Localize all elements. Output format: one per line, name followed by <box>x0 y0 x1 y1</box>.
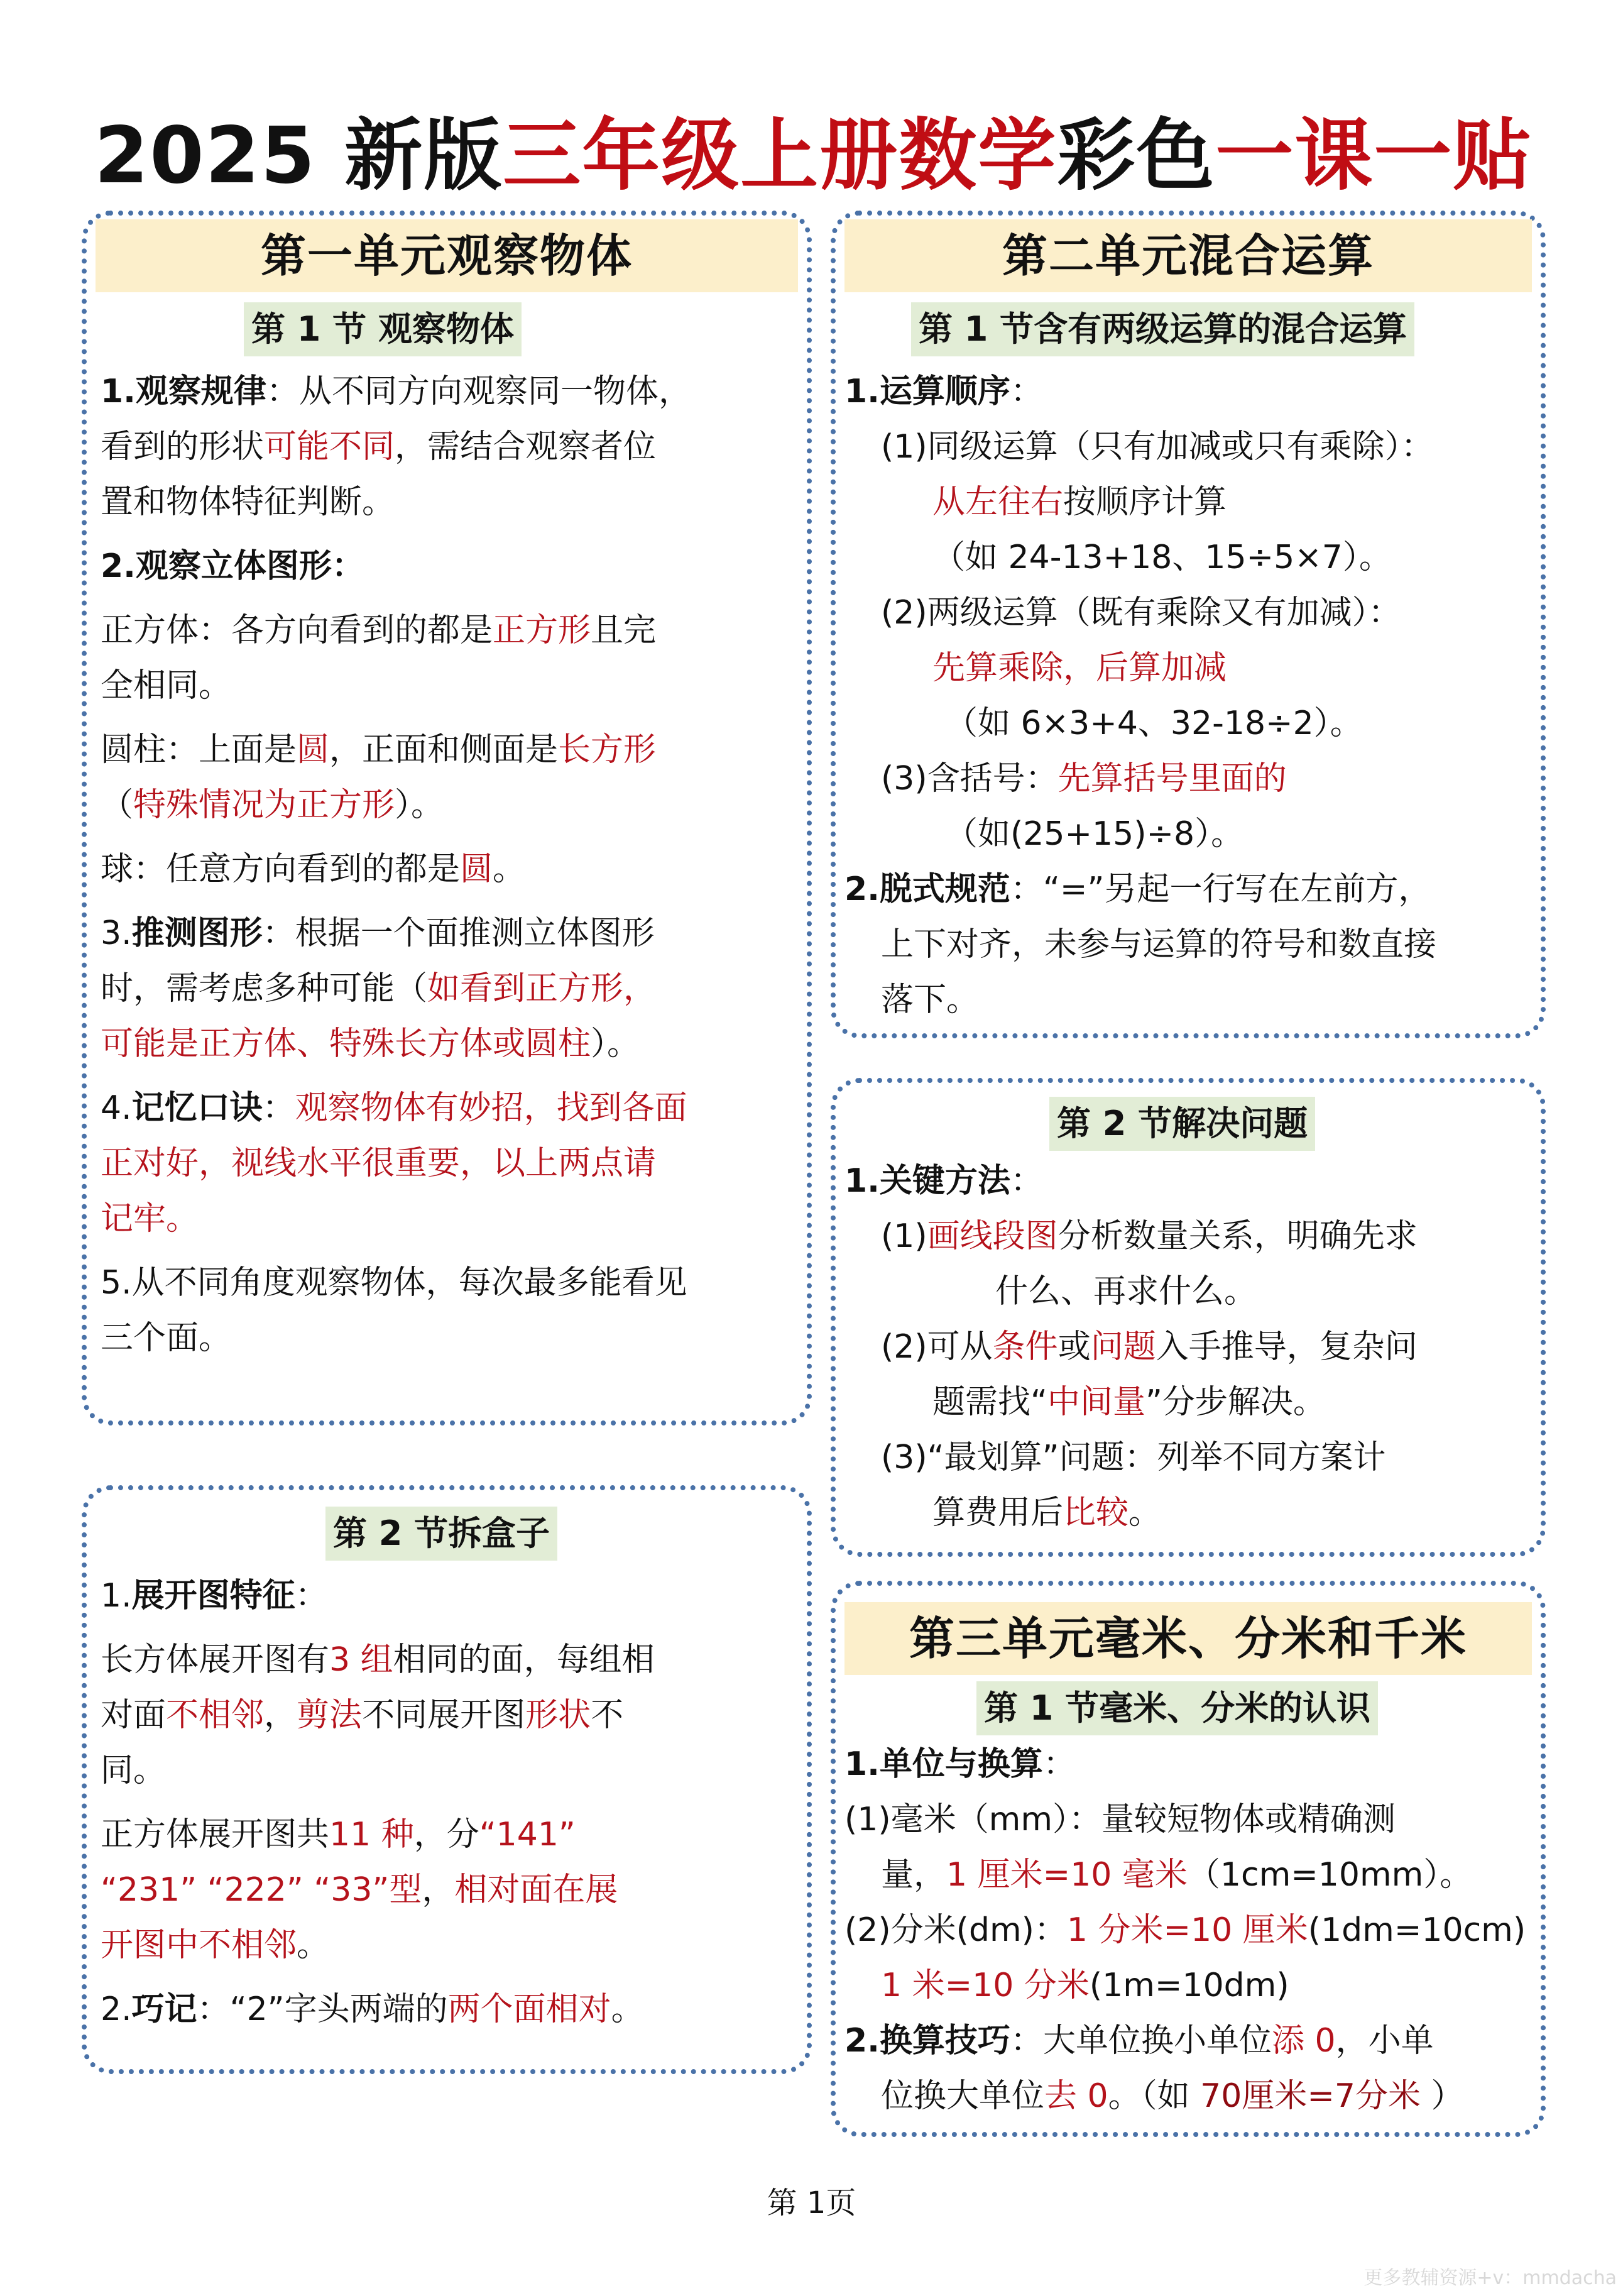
infer-line-1: 3.推测图形：根据一个面推测立体图形 <box>101 915 655 952</box>
watermark: 更多教辅资源+v：mmdacha <box>1363 2267 1617 2289</box>
net-features-heading: 1.展开图特征： <box>101 1577 328 1615</box>
same-level-line-2: 从左往右按顺序计算 <box>932 483 1227 521</box>
format-line-1: 2.脱式规范：“=”另起一行写在左前方， <box>844 871 1431 908</box>
conversion-tip-line-2: 位换大单位去 0。（如 70厘米=7分米 ） <box>881 2077 1464 2115</box>
page-number: 第 1页 <box>767 2185 856 2221</box>
cube-net-line-2: “231” “222” “33”型，相对面在展 <box>101 1871 618 1909</box>
decimeter-line-2: 1 米=10 分米(1m=10dm) <box>881 1967 1289 2004</box>
same-level-example: （如 24-13+18、15÷5×7）。 <box>932 539 1392 576</box>
unit1-section2-header: 第 2 节拆盒子 <box>325 1507 557 1561</box>
sphere-line: 球：任意方向看到的都是圆。 <box>101 850 526 888</box>
unit1-header: 第一单元观察物体 <box>96 219 798 292</box>
cube-line-2: 全相同。 <box>101 667 232 705</box>
infer-line-3: 可能是正方体、特殊长方体或圆柱）。 <box>101 1025 640 1063</box>
mnemonic-line-3: 记牢。 <box>101 1200 199 1238</box>
unit1-section1-content <box>101 364 798 1366</box>
max-faces-line-2: 三个面。 <box>101 1319 232 1357</box>
same-level-line-1: (1)同级运算（只有加减或只有乘除）： <box>881 428 1434 466</box>
solid-shapes-heading: 2.观察立体图形： <box>101 547 364 585</box>
cube-net-line-1: 正方体展开图共11 种，分“141” <box>101 1816 576 1854</box>
unit1-section2-card <box>82 1485 812 2074</box>
cube-line-1: 正方体：各方向看到的都是正方形且完 <box>101 612 657 649</box>
units-heading: 1.单位与换算： <box>844 1745 1076 1783</box>
infer-line-2: 时，需考虑多种可能（如看到正方形， <box>101 970 657 1008</box>
unit3-section1-content <box>844 1737 1536 2124</box>
max-faces-line-1: 5.从不同角度观察物体，每次最多能看见 <box>101 1264 687 1302</box>
unit1-section2-content <box>101 1568 798 2037</box>
millimeter-line-2: 量，1 厘米=10 毫米（1cm=10mm）。 <box>881 1856 1473 1894</box>
two-level-example: （如 6×3+4、32-18÷2）。 <box>945 705 1363 742</box>
unit1-section1-card <box>82 211 812 1425</box>
rule-line-1: 1.观察规律：从不同方向观察同一物体， <box>101 373 691 410</box>
parentheses-line: (3)含括号：先算括号里面的 <box>881 760 1287 798</box>
cylinder-line-2: （特殊情况为正方形）。 <box>101 786 444 824</box>
unit2-header: 第二单元混合运算 <box>844 219 1532 292</box>
mnemonic-line-2: 正对好，视线水平很重要，以上两点请 <box>101 1145 657 1182</box>
title-year-edition: 2025 新版 <box>94 111 503 201</box>
memory-tip-line: 2.巧记：“2”字头两端的两个面相对。 <box>101 1991 644 2028</box>
title-grade-subject: 三年级上册数学 <box>503 111 1057 201</box>
cylinder-line-1: 圆柱：上面是圆，正面和侧面是长方形 <box>101 731 657 769</box>
cuboid-net-line-3: 同。 <box>101 1752 167 1789</box>
rule-line-2: 看到的形状可能不同，需结合观察者位 <box>101 428 657 466</box>
mnemonic-line-1: 4.记忆口诀：观察物体有妙招，找到各面 <box>101 1089 687 1127</box>
two-level-line-1: (2)两级运算（既有乘除又有加减）： <box>881 594 1401 632</box>
unit2-section2-content <box>844 1153 1536 1541</box>
order-heading: 1.运算顺序： <box>844 373 1043 410</box>
rule-line-3: 置和物体特征判断。 <box>101 483 395 521</box>
conversion-tip-line-1: 2.换算技巧：大单位换小单位添 0，小单 <box>844 2022 1434 2060</box>
unit2-section1-header: 第 1 节含有两级运算的混合运算 <box>911 302 1414 356</box>
millimeter-line-1: (1)毫米（mm）：量较短物体或精确测 <box>844 1801 1396 1838</box>
unit2-section1-card <box>831 211 1546 1038</box>
parentheses-example: （如(25+15)÷8）。 <box>945 815 1244 853</box>
unit2-section2-card <box>831 1078 1546 1557</box>
unit3-header: 第三单元毫米、分米和千米 <box>844 1602 1532 1675</box>
title-one-lesson-one-sheet: 一课一贴 <box>1215 111 1533 201</box>
format-line-2: 上下对齐，未参与运算的符号和数直接 <box>881 926 1437 964</box>
unit3-section1-card <box>831 1581 1546 2137</box>
method-3-line-1: (3)“最划算”问题：列举不同方案计 <box>881 1439 1386 1476</box>
method-1-line-1: (1)画线段图分析数量关系，明确先求 <box>881 1217 1418 1255</box>
decimeter-line-1: (2)分米(dm)：1 分米=10 厘米(1dm=10cm) <box>844 1911 1526 1949</box>
cuboid-net-line-2: 对面不相邻，剪法不同展开图形状不 <box>101 1696 624 1734</box>
unit3-section1-header: 第 1 节毫米、分米的认识 <box>976 1681 1378 1735</box>
format-line-3: 落下。 <box>881 981 980 1019</box>
unit1-section1-header: 第 1 节 观察物体 <box>244 302 522 356</box>
key-methods-heading: 1.关键方法： <box>844 1162 1043 1200</box>
unit2-section1-content <box>844 364 1536 1028</box>
method-2-line-1: (2)可从条件或问题入手推导，复杂问 <box>881 1328 1418 1366</box>
two-level-line-2: 先算乘除，后算加减 <box>932 649 1227 687</box>
cuboid-net-line-1: 长方体展开图有3 组相同的面，每组相 <box>101 1641 655 1679</box>
method-3-line-2: 算费用后比较。 <box>932 1494 1162 1532</box>
unit2-section2-header: 第 2 节解决问题 <box>1049 1097 1315 1151</box>
title-color: 彩色 <box>1057 111 1216 201</box>
cube-net-line-3: 开图中不相邻。 <box>101 1926 330 1964</box>
page-title <box>94 106 1533 206</box>
method-2-line-2: 题需找“中间量”分步解决。 <box>932 1383 1326 1421</box>
method-1-line-2: 什么、再求什么。 <box>995 1273 1257 1310</box>
